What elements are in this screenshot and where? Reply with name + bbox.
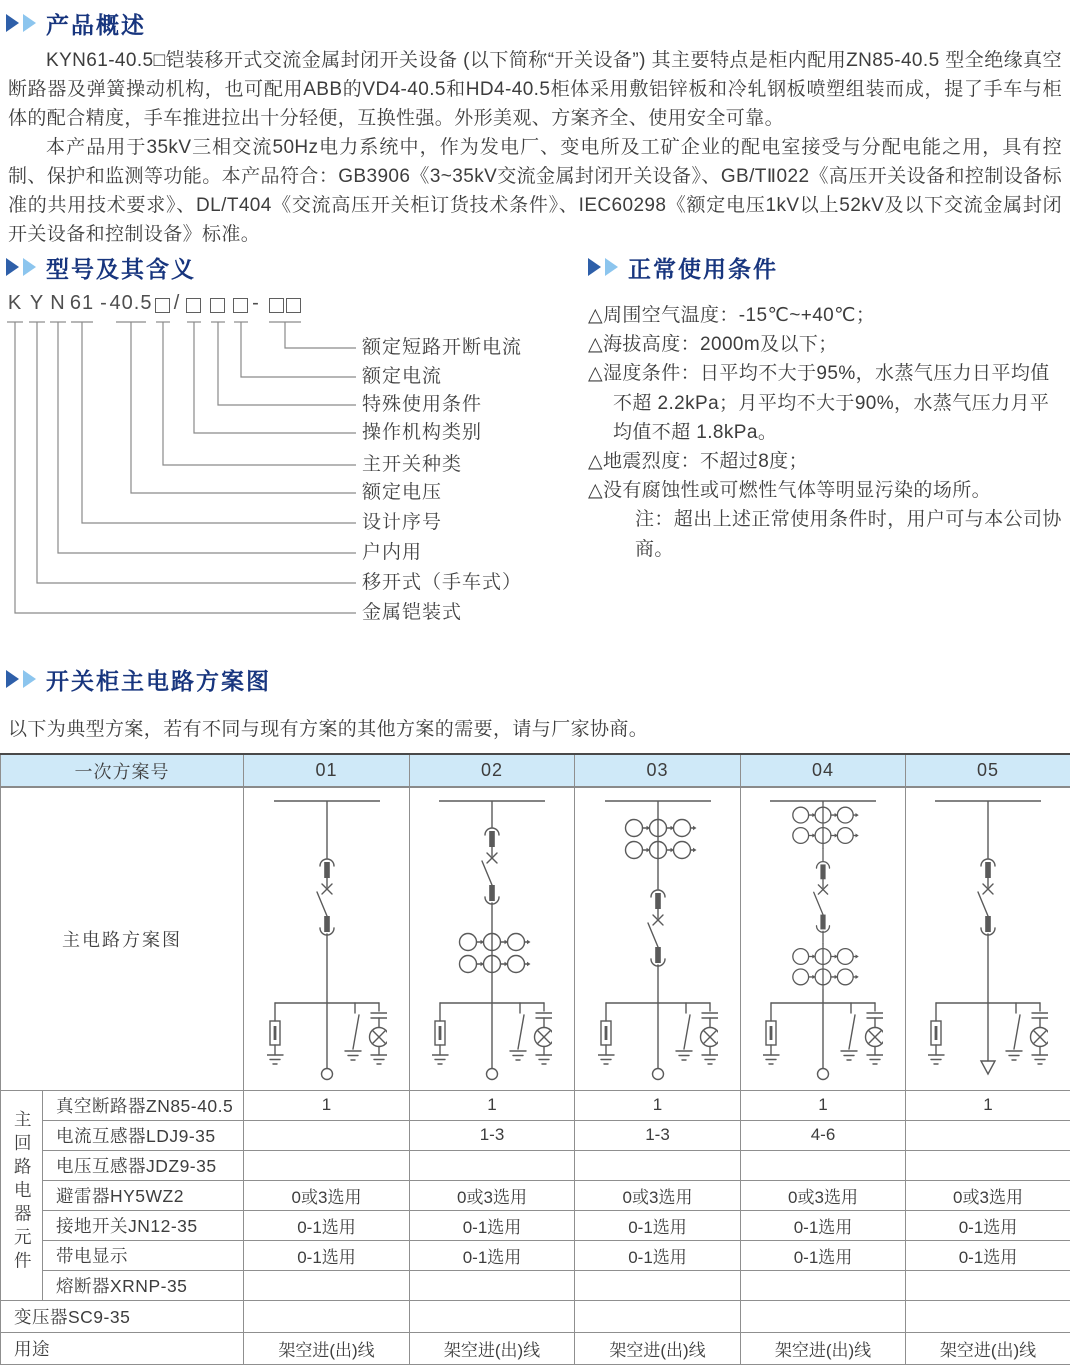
scheme-diagram-02 [411,791,573,1087]
table-row [1,1240,1070,1270]
value-cell: 0-1选用 [575,1210,741,1240]
group-label-cell [1,1090,43,1300]
condition-item: △海拔高度：2000m及以下； [588,334,838,356]
value-cell: 1 [906,1090,1070,1120]
value-cell [906,1300,1070,1332]
value-cell: 0-1选用 [906,1240,1070,1270]
value-cell [741,1270,906,1300]
value-cell [244,1150,410,1180]
value-cell: 0-1选用 [741,1240,906,1270]
conditions-list [588,301,1066,564]
header-cell: 01 [244,754,410,787]
value-cell: 0-1选用 [410,1210,575,1240]
header-cell: 一次方案号 [1,754,244,787]
value-cell [741,1300,906,1332]
value-cell: 架空进(出)线 [410,1332,575,1364]
scheme-diagram-04 [742,791,904,1087]
model-code-char: N [50,292,66,314]
model-meaning-diagram [0,290,560,662]
header-cell: 04 [741,754,906,787]
value-cell: 0-1选用 [575,1240,741,1270]
table-row [1,1090,1070,1120]
value-cell: 0或3选用 [410,1180,575,1210]
overview-paragraphs [8,46,1062,249]
diagram-row-label: 主电路方案图 [1,787,244,1090]
value-cell [244,1120,410,1150]
model-label: 额定短路开断电流 [362,337,523,358]
row-label: 熔断器XRNP-35 [43,1270,244,1300]
header-cell: 02 [410,754,575,787]
value-cell [244,1270,410,1300]
model-code-box [155,298,170,313]
model-section-header [6,252,196,282]
condition-item: △湿度条件：日平均不大于95%，水蒸气压力日平均值不超 2.2kPa；月平均不大于90%，水蒸气压力月平均值不超 1.8kPa。 [588,363,1050,443]
value-cell: 架空进(出)线 [244,1332,410,1364]
value-cell [575,1270,741,1300]
value-cell: 1 [410,1090,575,1120]
value-cell: 1 [244,1090,410,1120]
value-cell: 架空进(出)线 [741,1332,906,1364]
scheme-table [0,753,1070,1365]
table-row [1,1300,1070,1332]
value-cell [906,1120,1070,1150]
scheme-cell-02 [410,787,575,1090]
right-arrow-light-icon [23,670,36,688]
value-cell [575,1300,741,1332]
model-label: 额定电流 [362,366,443,387]
model-label: 设计序号 [362,512,443,533]
condition-item: △地震烈度：不超过8度； [588,451,808,473]
row-label: 变压器SC9-35 [1,1300,244,1332]
overview-section-header [6,8,146,38]
table-row [1,1270,1070,1300]
model-label: 操作机构类别 [362,422,483,443]
diagram-row [1,787,1070,1090]
value-cell: 0-1选用 [244,1210,410,1240]
value-cell [410,1300,575,1332]
table-row [1,1180,1070,1210]
model-code-char: 40.5 [109,292,153,314]
model-code-char: Y [29,292,45,314]
row-label: 避雷器HY5WZ2 [43,1180,244,1210]
conditions-section-header [588,252,778,282]
condition-note: 注：超出上述正常使用条件时，用户可与本公司协商。 [635,509,1062,560]
condition-item: △没有腐蚀性或可燃性气体等明显污染的场所。 [588,480,992,502]
model-label: 额定电压 [362,482,443,503]
model-code-char: - [100,292,108,314]
conditions-title: 正常使用条件 [628,255,778,282]
value-cell [410,1270,575,1300]
value-cell: 4-6 [741,1120,906,1150]
table-header-row [1,754,1070,787]
scheme-cell-04 [741,787,906,1090]
value-cell: 1-3 [410,1120,575,1150]
overview-paragraph-2: 本产品用于35kV三相交流50Hz电力系统中，作为发电厂、变电所及工矿企业的配电室接受与分配电能之用，具有控制、保护和监测等功能。本产品符合：GB3906《3~35kV交流金属封闭开关设备》、GB/TⅡ022《高压开关设备和控制设备标准的共用技术要求》、DL/T404《交流高压开关柜订货技术条件》、IEC60298《额定电压1kV以上52kV及以下交流金属封闭开关设备和控制设备》标准。 [8,137,1062,245]
right-arrow-dark-icon [6,670,19,688]
value-cell [244,1300,410,1332]
model-code-char: 61 [69,292,95,314]
value-cell: 1 [575,1090,741,1120]
value-cell [741,1150,906,1180]
row-label: 用途 [1,1332,244,1364]
value-cell: 0-1选用 [244,1240,410,1270]
header-cell: 05 [906,754,1070,787]
model-code-box [186,298,201,313]
value-cell: 架空进(出)线 [906,1332,1070,1364]
scheme-cell-01 [244,787,410,1090]
model-code-char: - [252,292,260,314]
model-code-char: K [7,292,23,314]
value-cell: 0或3选用 [244,1180,410,1210]
model-code-box [269,298,284,313]
value-cell: 0或3选用 [741,1180,906,1210]
group-label: 主回路电器元件 [12,1110,33,1275]
value-cell [410,1150,575,1180]
model-label: 主开关种类 [362,454,463,475]
value-cell: 0或3选用 [906,1180,1070,1210]
overview-paragraph-1: KYN61-40.5□铠装移开式交流金属封闭开关设备 (以下简称“开关设备”) 其主要特点是柜内配用ZN85-40.5 型全绝缘真空断路器及弹簧操动机构，也可配用ABB的VD4-40.5和HD4-40.5柜体采用敷铝锌板和冷轧钢板喷塑组装而成，提了手车与柜体的配合精度，手车推进拉出十分轻便，互换性强。外形美观、方案齐全、使用安全可靠。 [8,50,1062,129]
value-cell: 1 [741,1090,906,1120]
value-cell: 0或3选用 [575,1180,741,1210]
model-code-box [233,298,248,313]
scheme-diagram-03 [577,791,739,1087]
scheme-title: 开关柜主电路方案图 [46,667,271,694]
model-label: 移开式（手车式） [362,572,523,593]
scheme-diagram-01 [246,791,408,1087]
model-code-box [210,298,225,313]
value-cell: 架空进(出)线 [575,1332,741,1364]
condition-item: △周围空气温度：-15℃~+40℃； [588,305,876,326]
value-cell: 0-1选用 [741,1210,906,1240]
model-code-char: / [173,292,181,314]
model-title: 型号及其含义 [46,255,196,282]
value-cell [906,1150,1070,1180]
value-cell [575,1150,741,1180]
value-cell: 1-3 [575,1120,741,1150]
scheme-cell-05 [906,787,1070,1090]
right-arrow-dark-icon [6,14,19,32]
model-label: 户内用 [362,542,423,563]
table-row [1,1120,1070,1150]
row-label: 带电显示 [43,1240,244,1270]
model-label: 特殊使用条件 [362,394,483,415]
value-cell: 0-1选用 [410,1240,575,1270]
row-label: 接地开关JN12-35 [43,1210,244,1240]
model-code-box [286,298,301,313]
overview-title: 产品概述 [46,11,146,38]
model-label: 金属铠装式 [362,602,463,623]
row-label: 真空断路器ZN85-40.5 [43,1090,244,1120]
table-row [1,1210,1070,1240]
value-cell [906,1270,1070,1300]
row-label: 电压互感器JDZ9-35 [43,1150,244,1180]
scheme-cell-03 [575,787,741,1090]
table-row [1,1150,1070,1180]
scheme-intro: 以下为典型方案，若有不同与现有方案的其他方案的需要，请与厂家协商。 [8,719,649,740]
scheme-diagram-05 [907,791,1069,1087]
right-arrow-light-icon [605,258,618,276]
right-arrow-dark-icon [588,258,601,276]
row-label: 电流互感器LDJ9-35 [43,1120,244,1150]
table-row [1,1332,1070,1364]
header-cell: 03 [575,754,741,787]
right-arrow-light-icon [23,14,36,32]
scheme-section-header [6,664,271,694]
value-cell: 0-1选用 [906,1210,1070,1240]
right-arrow-light-icon [23,258,36,276]
right-arrow-dark-icon [6,258,19,276]
